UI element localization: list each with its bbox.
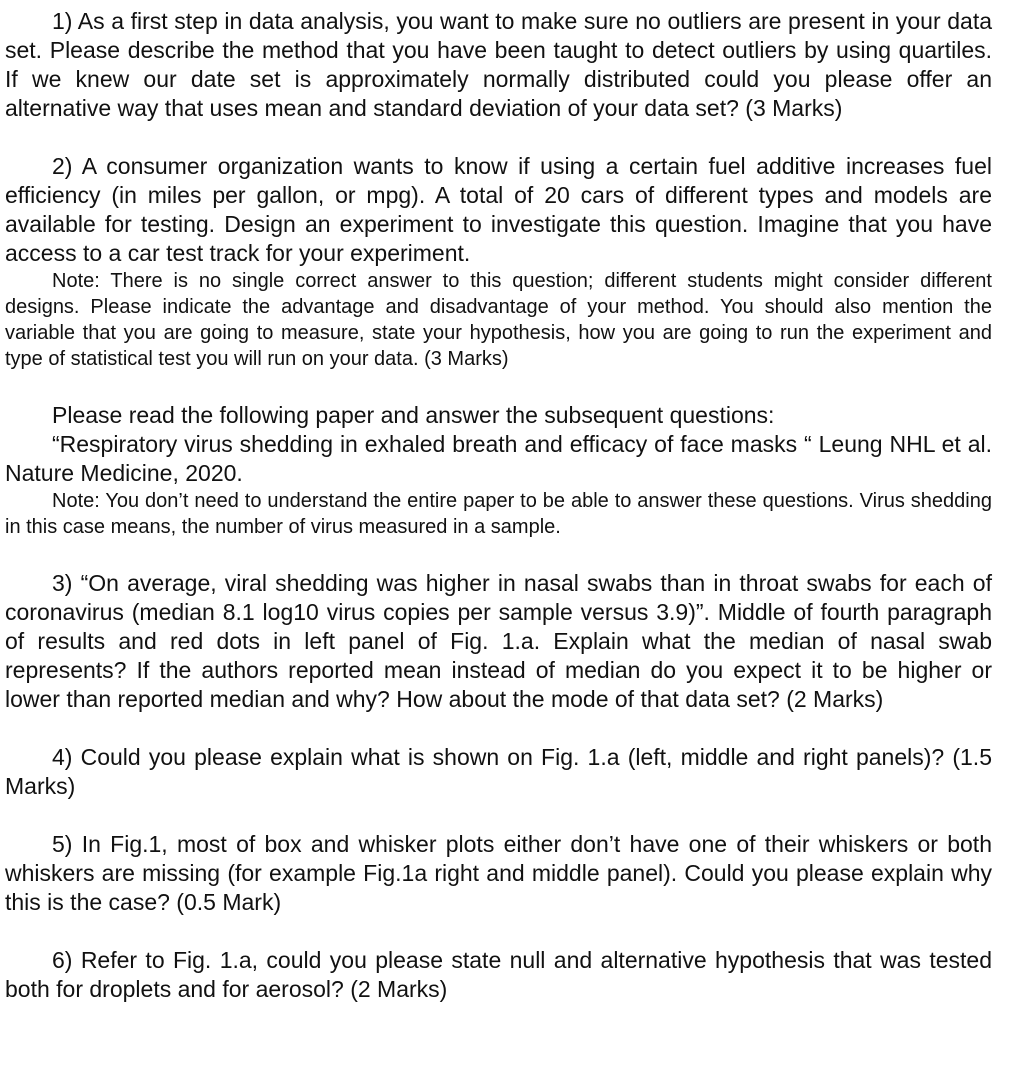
question-4: 4) Could you please explain what is shown on Fig. 1.a (left, middle and right panels)? (1.5 Marks): [5, 744, 992, 799]
spacer: [5, 917, 992, 946]
spacer: [5, 372, 992, 401]
question-6: 6) Refer to Fig. 1.a, could you please state null and alternative hypothesis that was tested both for droplets and for aerosol? (2 Marks): [5, 947, 992, 1002]
paper-citation: “Respiratory virus shedding in exhaled breath and efficacy of face masks “ Leung NHL et al. Nature Medicine, 2020.: [5, 431, 992, 486]
question-3: 3) “On average, viral shedding was higher in nasal swabs than in throat swabs for each of coronavirus (median 8.1 log10 virus copies per sample versus 3.9)”. Middle of fourth paragraph of results and red dots in left panel of Fig. 1.a. Explain what the median of nasal swab represents? If the authors reported mean instead of median do you expect it to be higher or lower than reported median and why? How about the mode of that data set? (2 Marks): [5, 570, 992, 712]
document-page: [5, 7, 992, 1004]
spacer: [5, 123, 992, 152]
paper-intro: Please read the following paper and answer the subsequent questions:: [52, 402, 775, 428]
spacer: [5, 540, 992, 569]
spacer: [5, 714, 992, 743]
paper-note: Note: You don’t need to understand the entire paper to be able to answer these questions. Virus shedding in this case means, the number of virus measured in a sample.: [5, 490, 992, 538]
question-5: 5) In Fig.1, most of box and whisker plots either don’t have one of their whiskers or both whiskers are missing (for example Fig.1a right and middle panel). Could you please explain why this is the case? (0.5 Mark): [5, 831, 992, 915]
spacer: [5, 801, 992, 830]
question-1: 1) As a first step in data analysis, you want to make sure no outliers are present in your data set. Please describe the method that you have been taught to detect outliers by using quartiles. If we knew our date set is approximately normally distributed could you please offer an alternative way that uses mean and standard deviation of your data set? (3 Marks): [5, 8, 992, 121]
question-2-note: Note: There is no single correct answer to this question; different students might consider different designs. Please indicate the advantage and disadvantage of your method. You should also mention the variable that you are going to measure, state your hypothesis, how you are going to run the experiment and type of statistical test you will run on your data. (3 Marks): [5, 270, 992, 370]
question-2: 2) A consumer organization wants to know if using a certain fuel additive increases fuel efficiency (in miles per gallon, or mpg). A total of 20 cars of different types and models are available for testing. Design an experiment to investigate this question. Imagine that you have access to a car test track for your experiment.: [5, 153, 992, 266]
